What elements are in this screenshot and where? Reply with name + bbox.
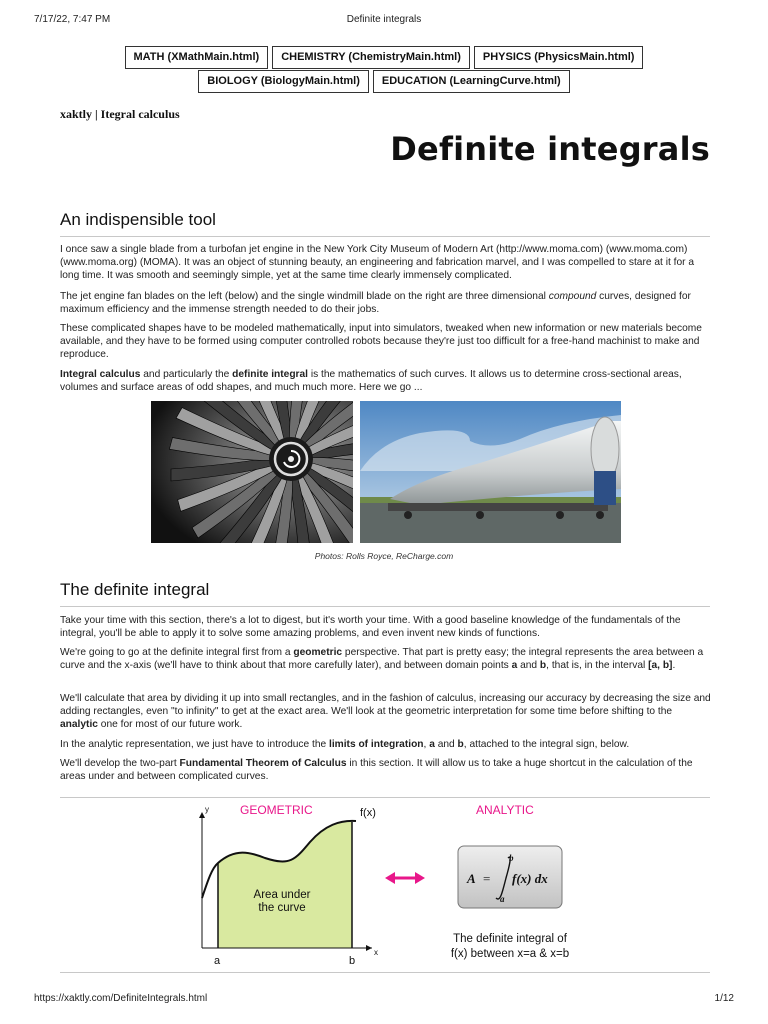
section-heading-definite-integral: The definite integral [60,580,210,599]
bold-text: a [511,660,518,671]
page-title: Definite integrals [390,130,710,168]
paragraph: These complicated shapes have to be modeled mathematically, input into simulators, tweaked when new information or new materials become available, and they have to be formed using computer controlled robots because they're just too difficult for a free-hand machinist to make and reproduce. [60,323,702,360]
bold-text: a [429,739,435,750]
equation-integrand: f(x) dx [512,871,548,886]
nav-physics-link[interactable]: PHYSICS (PhysicsMain.html) [474,46,644,69]
page-url: https://xaktly.com/DefiniteIntegrals.html [34,993,208,1004]
y-axis-label: y [205,805,209,814]
equation-equals: = [483,871,491,886]
photo-caption: Photos: Rolls Royce, ReCharge.com [314,551,454,561]
page-number: 1/12 [714,993,734,1004]
nav-math-link[interactable]: MATH (XMathMain.html) [125,46,269,69]
emphasis-text: compound [548,291,597,302]
point-b-label: b [349,955,356,967]
text-run: , that is, in the interval [546,660,649,671]
text-run: , [423,739,430,750]
text-run: In the analytic representation, we just have to introduce the [60,739,329,750]
jet-engine-photo [151,401,353,543]
bold-text: limits of integration [329,739,424,750]
point-a-label: a [214,955,221,967]
paragraph: Take your time with this section, there's a lot to digest, but it's worth your time. With a good baseline knowledge of the fundamentals of the integral, you'll be able to apply it to solve some amazing problems, and even invent new kinds of functions. [60,615,681,639]
lower-limit: a [500,894,505,904]
text-run: We're going to go at the definite integral first from a [60,647,294,658]
paragraph [60,646,712,672]
breadcrumb-section: Itegral calculus [100,107,180,121]
area-under-curve-fill [218,822,352,948]
paragraph [60,757,712,783]
text-run: one for most of our future work. [97,719,243,730]
text-run: The jet engine fan blades on the left (below) and the single windmill blade on the right are three dimensional [60,291,549,302]
paragraph [60,738,712,751]
text-run: . [672,660,676,671]
x-axis-label: x [374,948,378,957]
paragraph [60,692,712,731]
section-divider [60,606,710,607]
paragraph [60,368,712,394]
section-heading-tool: An indispensible tool [60,210,216,229]
bold-text: definite integral [232,369,309,380]
text-run: and [517,660,540,671]
breadcrumb [60,107,180,122]
definite-integral-diagram [180,800,600,970]
geometric-label: GEOMETRIC [240,803,313,817]
bold-text: b [539,660,547,671]
x-axis-arrow [366,945,372,951]
print-datetime: 7/17/22, 7:47 PM [34,14,111,25]
double-arrow-icon [385,872,425,884]
paragraph [60,290,712,316]
print-title: Definite integrals [346,14,422,25]
text-run: curves, designed for maximum efficiency and the immense strength needed to do their jobs. [60,291,691,315]
text-run: and [434,739,458,750]
text-run: and particularly the [140,369,233,380]
equation-a: A [467,871,476,886]
definition-line1: The definite integral of [453,933,567,945]
text-run: perspective. That part is pretty easy; the integral represents the area between a curve and the x-axis (we'll have to think about that more carefully later), and between domain points [60,647,704,671]
area-label-line2: the curve [258,902,306,914]
upper-limit: b [509,853,514,863]
bold-text: Integral calculus [60,369,141,380]
text-run: , attached to the integral sign, below. [463,739,630,750]
bold-text: b [457,739,464,750]
paragraph: I once saw a single blade from a turbofan jet engine in the New York City Museum of Modern Art (http://www.moma.com) (www.moma.com) (www.moma.org) (MOMA). It was an object of stunning beauty, an engineering and fabrication marvel, and I was compelled to stare at it for a long time. It was smooth and seemingly simple, yet at the same time clearly immensely complicated. [60,244,695,281]
bold-text: analytic [60,719,98,730]
nav-row-2 [0,70,768,93]
bold-text: [a, b] [648,660,673,671]
breadcrumb-separator: | [92,107,101,121]
windmill-blade-photo [360,401,621,543]
section-divider [60,236,710,237]
text-run: in this section. It will allow us to take a huge shortcut in the calculation of the areas under and between complicated curves. [60,758,693,782]
nav-education-link[interactable]: EDUCATION (LearningCurve.html) [373,70,570,93]
diagram-top-divider [60,797,710,798]
bold-text: geometric [293,647,343,658]
text-run: We'll develop the two-part [60,758,180,769]
nav-biology-link[interactable]: BIOLOGY (BiologyMain.html) [198,70,369,93]
site-brand-link[interactable]: xaktly [60,107,93,121]
definition-line2: f(x) between x=a & x=b [450,948,570,960]
area-label-line1: Area under [253,889,311,901]
fx-label: f(x) [360,807,376,819]
photos-row [151,401,621,543]
text-run: is the mathematics of such curves. It allows us to determine cross-sectional areas, volumes and surface areas of odd shapes, and much much more. Here we go ... [60,369,682,393]
text-run: We'll calculate that area by dividing it up into small rectangles, and in the fashion of calculus, increasing our accuracy by decreasing the size and adding rectangles, even "to infinity" to get at the exact area. We'll look at the geometric interpretation for some time before shifting to the [60,693,711,717]
bold-text: Fundamental Theorem of Calculus [179,758,347,769]
diagram-bottom-divider [60,972,710,973]
nav-row-1 [0,46,768,69]
analytic-label: ANALYTIC [476,803,534,817]
nav-chemistry-link[interactable]: CHEMISTRY (ChemistryMain.html) [272,46,470,69]
